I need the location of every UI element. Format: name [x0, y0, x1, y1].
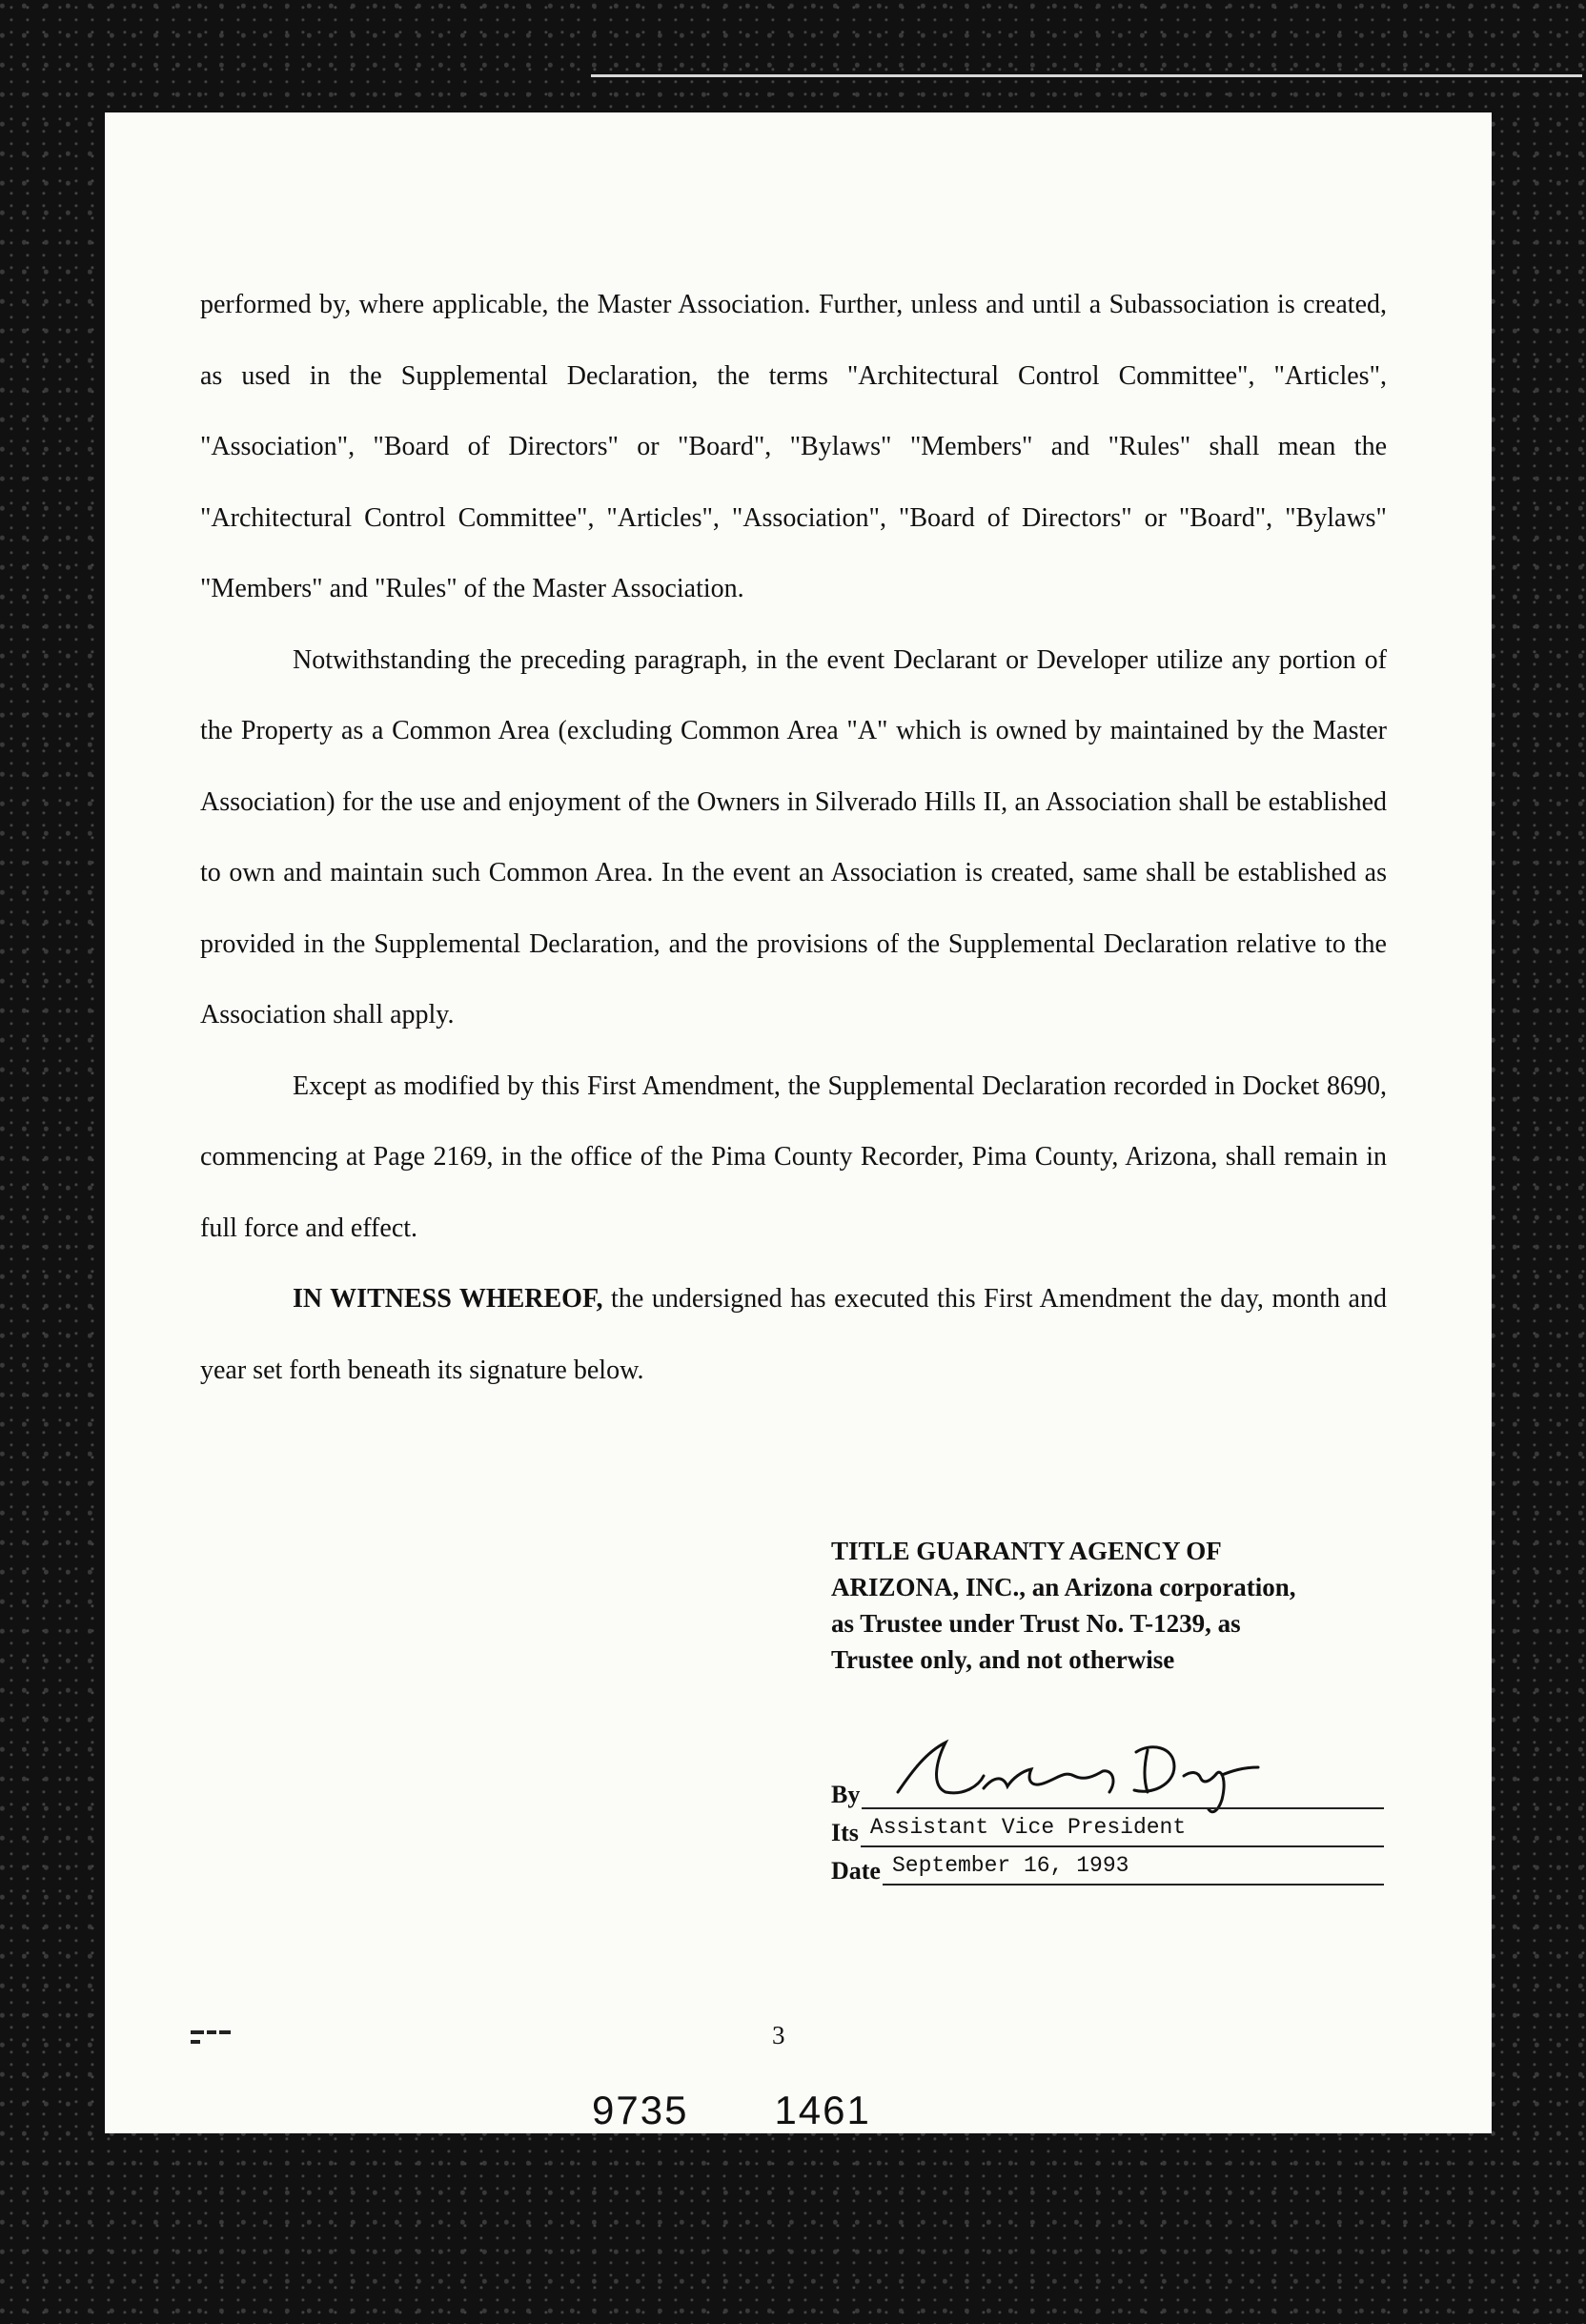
its-label: Its	[831, 1819, 859, 1846]
signatory-entity	[831, 1533, 1403, 1678]
by-label: By	[831, 1781, 861, 1808]
its-row	[831, 1809, 1384, 1847]
date-value: September 16, 1993	[883, 1851, 1384, 1886]
document-body	[200, 270, 1387, 1406]
paragraph-2: Notwithstanding the preceding paragraph, in the event Declarant or Developer utilize any portion of the Property as a Common Area (excluding Common Area "A" which is owned by maintained by the Master Association) for the use and enjoyment of the Owners in Silverado Hills II, an Association shall be established to own and maintain such Common Area. In the event an Association is created, same shall be established as provided in the Supplemental Declaration, and the provisions of the Supplemental Declaration relative to the Association shall apply.	[200, 644, 1387, 1029]
docket-page: 1461	[774, 2088, 871, 2132]
paragraph-1: performed by, where applicable, the Master Association. Further, unless and until a Subassociation is created, as used in the Supplemental Declaration, the terms "Architectural Control Committee", "Articles", "Association", "Board of Directors" or "Board", "Bylaws" "Members" and "Rules" shall mean the "Architectural Control Committee", "Articles", "Association", "Board of Directors" or "Board", "Bylaws" "Members" and "Rules" of the Master Association.	[200, 290, 1387, 603]
witness-lead: IN WITNESS WHEREOF,	[293, 1284, 603, 1314]
docket-stamp	[592, 2088, 871, 2133]
page-number: 3	[772, 2021, 785, 2049]
witness-text: the undersigned has executed this First Amendment the day, month and year set forth beneath its signature below.	[200, 1284, 1387, 1385]
by-row	[831, 1771, 1384, 1809]
by-field	[862, 1775, 1384, 1809]
form-code-mark	[191, 2028, 248, 2051]
its-value: Assistant Vice President	[861, 1813, 1384, 1847]
entity-line-3: as Trustee under Trust No. T-1239, as	[831, 1609, 1241, 1638]
date-row	[831, 1847, 1384, 1886]
paragraph-3: Except as modified by this First Amendment, the Supplemental Declaration recorded in Docket 8690, commencing at Page 2169, in the office of the Pima County Recorder, Pima County, Arizona, shall remain in full force and effect.	[200, 1070, 1387, 1243]
entity-line-1: TITLE GUARANTY AGENCY OF	[831, 1537, 1222, 1565]
witness-paragraph	[200, 1264, 1387, 1406]
signature-lines	[831, 1771, 1384, 1886]
scan-artifact-line	[591, 74, 1582, 77]
date-label: Date	[831, 1857, 881, 1885]
docket-number: 9735	[592, 2088, 689, 2132]
document-page	[105, 112, 1492, 2133]
entity-line-4: Trustee only, and not otherwise	[831, 1645, 1175, 1674]
entity-line-2: ARIZONA, INC., an Arizona corporation,	[831, 1573, 1296, 1601]
